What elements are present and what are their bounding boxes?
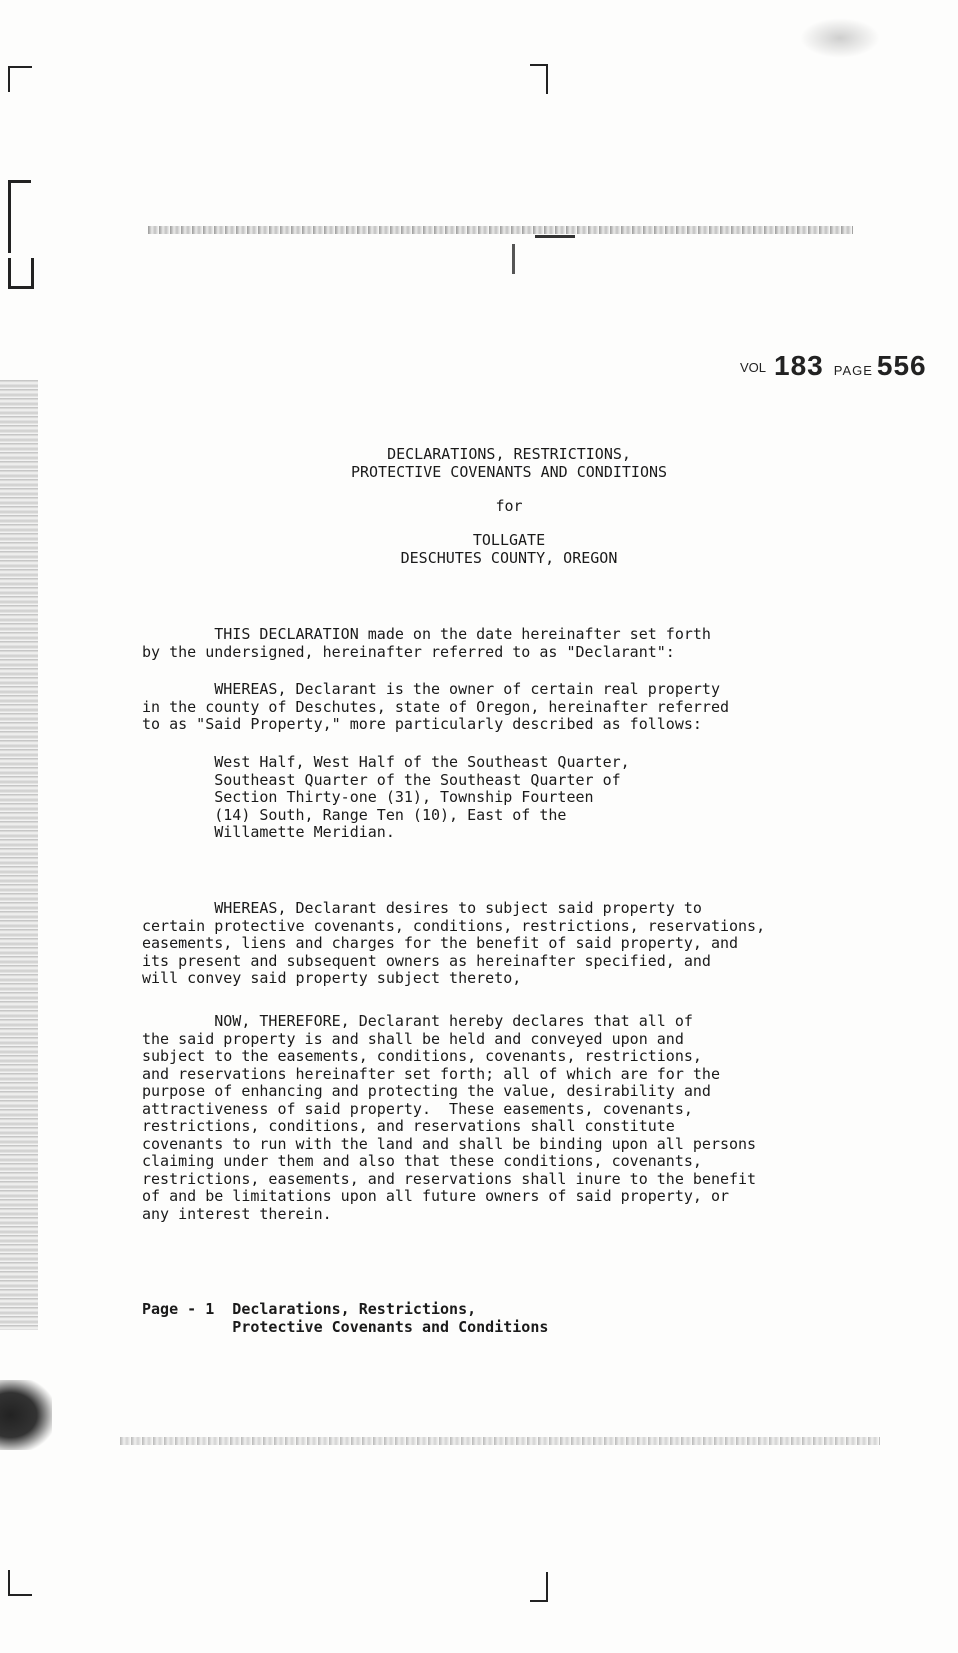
page-footer: Page - 1 Declarations, Restrictions, Protective Covenants and Conditions: [142, 1300, 549, 1336]
scan-dust: [800, 18, 880, 58]
volume-prefix: VOL: [740, 360, 767, 376]
paragraph-now-therefore: NOW, THEREFORE, Declarant hereby declares that all of the said property is and shall be held and conveyed upon and subject to the easements, conditions, covenants, restrictions, and reservations hereinafter set forth; all of which are for the purpose of enhancing and protecting the value, desirability and attractiveness of said property. These easements, covenants, restrictions, conditions, and reservations shall constitute covenants to run with the land and shall be binding upon all persons claiming under them and also that these conditions, covenants, restrictions, easements, and reservations shall inure to the benefit of and be limitations upon all future owners of said property, or any interest therein.: [142, 1012, 757, 1223]
paragraph-declaration: THIS DECLARATION made on the date hereinafter set forth by the undersigned, hereinafter referred to as "Declarant":: [142, 625, 711, 661]
title-line-2: PROTECTIVE COVENANTS AND CONDITIONS: [350, 463, 668, 481]
paragraph-whereas-desires: WHEREAS, Declarant desires to subject said property to certain protective covenants, conditions, restrictions, reservations, easements, liens and charges for the benefit of said property, and its present and subsequent owners as hereinafter specified, and will convey said property subject thereto,: [142, 899, 766, 987]
stray-mark: [535, 235, 575, 238]
document-title: [150, 445, 868, 567]
legal-description: West Half, West Half of the Southeast Quarter, Southeast Quarter of the Southeast Quarter of Section Thirty-one (31), Township Fourteen (14) South, Range Ten (10), East of the Willamette Meridian.: [214, 753, 630, 841]
volume-number: 183: [774, 350, 824, 381]
corner-mark-bottom-center: [530, 1572, 548, 1602]
binding-mark-upper: [8, 180, 31, 253]
scan-blob: [0, 1380, 52, 1450]
page-prefix: PAGE: [833, 363, 873, 378]
scan-noise-top: [148, 226, 853, 234]
corner-mark-top-left: [8, 66, 32, 92]
scan-noise-left-edge: [0, 380, 38, 1330]
page-number: 556: [876, 350, 927, 381]
recording-stamp: [740, 350, 927, 382]
title-subdivision: TOLLGATE: [472, 531, 546, 549]
corner-mark-top-center: [530, 64, 548, 94]
title-for: for: [495, 497, 523, 515]
title-county: DESCHUTES COUNTY, OREGON: [400, 549, 618, 567]
corner-mark-bottom-left: [8, 1570, 32, 1596]
stray-mark-vertical: [512, 244, 515, 274]
scan-noise-bottom: [120, 1437, 880, 1445]
title-line-1: DECLARATIONS, RESTRICTIONS,: [387, 445, 631, 463]
paragraph-whereas-owner: WHEREAS, Declarant is the owner of certain real property in the county of Deschutes, state of Oregon, hereinafter referred to as "Said Property," more particularly described as follows:: [142, 680, 729, 733]
binding-mark-lower: [8, 258, 34, 289]
